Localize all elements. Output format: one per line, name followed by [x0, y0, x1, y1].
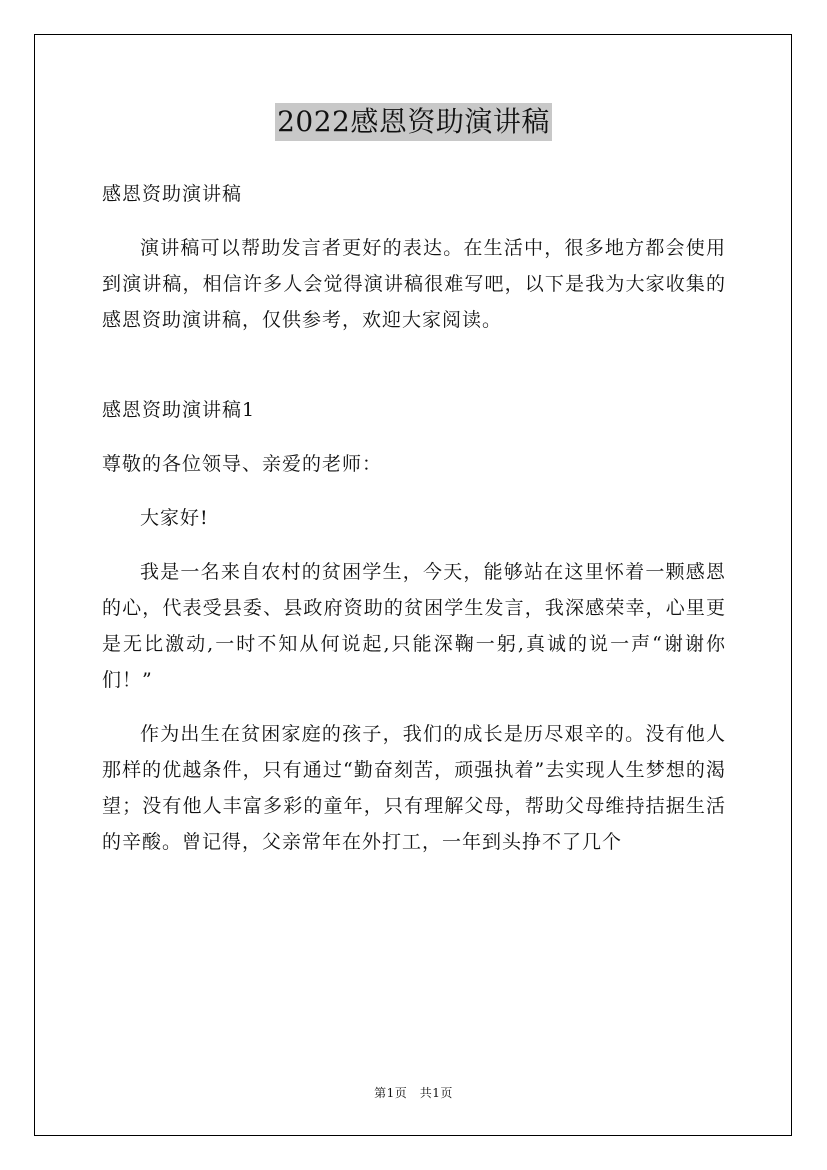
body-paragraph-1: 我是一名来自农村的贫困学生，今天，能够站在这里怀着一颗感恩的心，代表受县委、县政府资助的贫困学生发言，我深感荣幸，心里更是无比激动,一时不知从何说起,只能深鞠一躬,真诚的说一声“谢谢你们！” — [102, 561, 726, 691]
document-title-text: 2022感恩资助演讲稿 — [275, 103, 552, 141]
greeting: 大家好! — [140, 507, 209, 529]
spacer — [102, 338, 726, 392]
page-number-label: 第1页 共1页 — [374, 1086, 453, 1100]
document-title — [0, 103, 827, 141]
spacer — [102, 212, 726, 230]
document-body — [102, 176, 726, 860]
document-subtitle: 感恩资助演讲稿 — [102, 183, 243, 205]
intro-paragraph: 演讲稿可以帮助发言者更好的表达。在生活中，很多地方都会使用到演讲稿，相信许多人会觉得演讲稿很难写吧，以下是我为大家收集的感恩资助演讲稿，仅供参考，欢迎大家阅读。 — [102, 237, 726, 331]
page-footer — [0, 1084, 827, 1101]
body-paragraph-2: 作为出生在贫困家庭的孩子，我们的成长是历尽艰辛的。没有他人那样的优越条件，只有通过“勤奋刻苦，顽强执着”去实现人生梦想的渴望；没有他人丰富多彩的童年，只有理解父母，帮助父母维持拮据生活的辛酸。曾记得，父亲常年在外打工，一年到头挣不了几个 — [102, 723, 726, 853]
salutation: 尊敬的各位领导、亲爱的老师： — [102, 453, 383, 475]
section-heading: 感恩资助演讲稿1 — [102, 399, 256, 421]
